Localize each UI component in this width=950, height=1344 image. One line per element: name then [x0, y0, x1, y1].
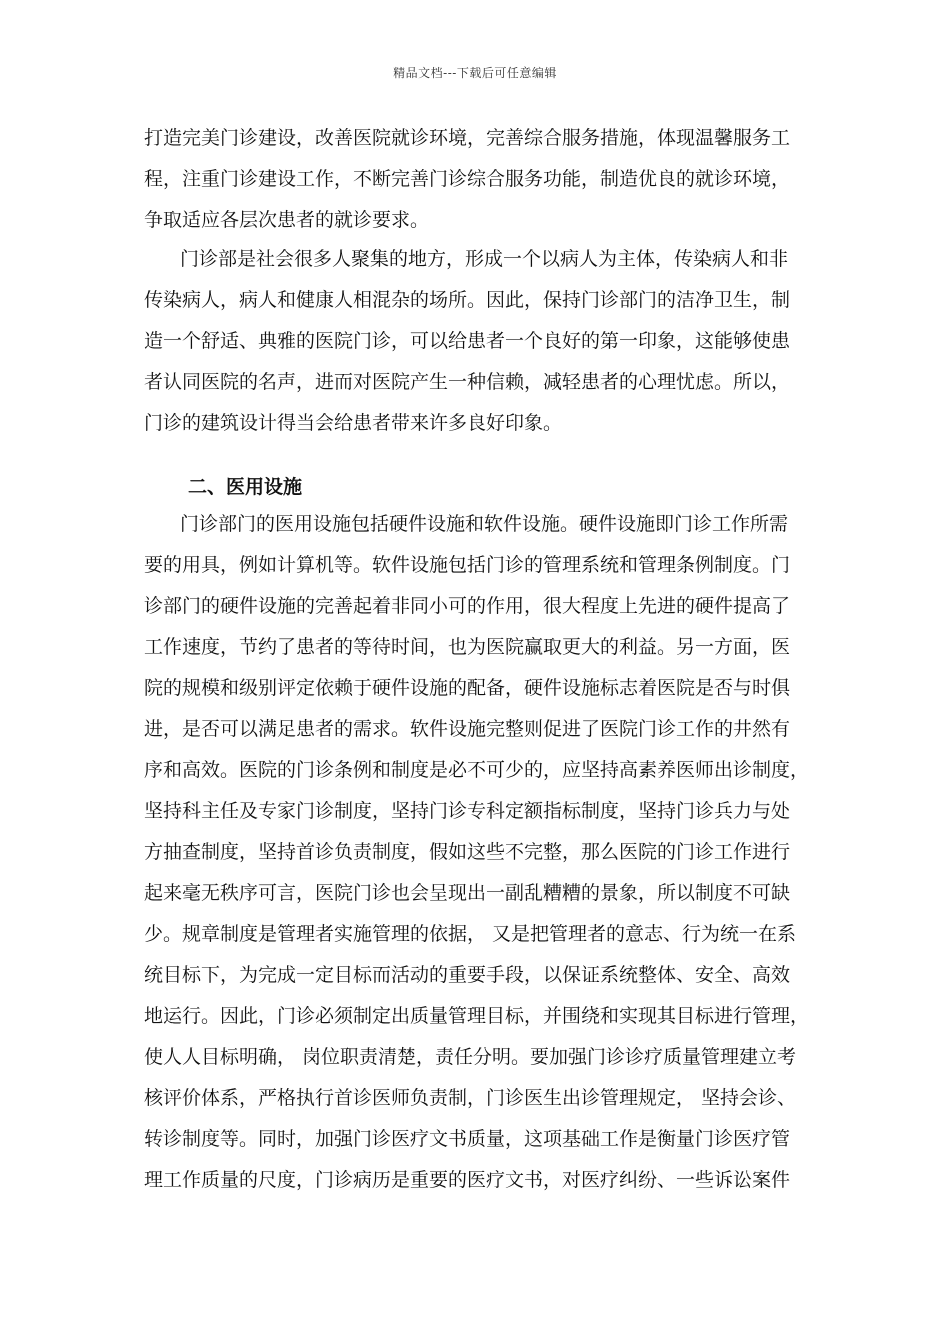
paragraph-3-line: 统目标下，为完成一定目标而活动的重要手段，以保证系统整体、安全、高效	[144, 964, 791, 986]
paragraph-1-line: 程，注重门诊建设工作，不断完善门诊综合服务功能，制造优良的就诊环境，	[144, 168, 791, 190]
page-header: 精品文档---下载后可任意编辑	[393, 66, 557, 80]
paragraph-3-line: 使人人目标明确， 岗位职责清楚，责任分明。要加强门诊诊疗质量管理建立考	[144, 1046, 797, 1068]
section-heading: 二、医用设施	[188, 476, 303, 498]
paragraph-3-line: 工作速度，节约了患者的等待时间，也为医院赢取更大的利益。另一方面，医	[144, 636, 791, 658]
paragraph-3-line: 进，是否可以满足患者的需求。软件设施完整则促进了医院门诊工作的井然有	[144, 718, 791, 740]
paragraph-3-line: 起来毫无秩序可言，医院门诊也会呈现出一副乱糟糟的景象，所以制度不可缺	[144, 882, 791, 904]
paragraph-3-line: 地运行。因此，门诊必须制定出质量管理目标，并围绕和实现其目标进行管理，	[144, 1005, 810, 1027]
paragraph-3-line: 院的规模和级别评定依赖于硬件设施的配备，硬件设施标志着医院是否与时俱	[144, 677, 791, 699]
paragraph-3-line: 方抽查制度，坚持首诊负责制度，假如这些不完整，那么医院的门诊工作进行	[144, 841, 791, 863]
paragraph-3-line: 序和高效。医院的门诊条例和制度是必不可少的，应坚持高素养医师出诊制度，	[144, 759, 810, 781]
paragraph-3-line: 门诊部门的医用设施包括硬件设施和软件设施。硬件设施即门诊工作所需	[180, 513, 789, 535]
paragraph-3-line: 要的用具，例如计算机等。软件设施包括门诊的管理系统和管理条例制度。门	[144, 554, 791, 576]
paragraph-3-line: 转诊制度等。同时，加强门诊医疗文书质量，这项基础工作是衡量门诊医疗管	[144, 1128, 791, 1150]
paragraph-2-line: 门诊部是社会很多人聚集的地方，形成一个以病人为主体，传染病人和非	[180, 248, 789, 270]
paragraph-3-line: 少。规章制度是管理者实施管理的依据， 又是把管理者的意志、行为统一在系	[144, 923, 797, 945]
paragraph-3-line: 诊部门的硬件设施的完善起着非同小可的作用，很大程度上先进的硬件提高了	[144, 595, 791, 617]
paragraph-3-line: 理工作质量的尺度，门诊病历是重要的医疗文书，对医疗纠纷、一些诉讼案件	[144, 1169, 791, 1191]
paragraph-1-line: 打造完美门诊建设，改善医院就诊环境，完善综合服务措施，体现温馨服务工	[144, 127, 791, 149]
paragraph-1-line: 争取适应各层次患者的就诊要求。	[144, 209, 430, 231]
paragraph-3-line: 坚持科主任及专家门诊制度，坚持门诊专科定额指标制度，坚持门诊兵力与处	[144, 800, 791, 822]
paragraph-2-line: 传染病人，病人和健康人相混杂的场所。因此，保持门诊部门的洁净卫生，制	[144, 289, 791, 311]
paragraph-2-line: 门诊的建筑设计得当会给患者带来许多良好印象。	[144, 412, 563, 434]
paragraph-2-line: 者认同医院的名声，进而对医院产生一种信赖，减轻患者的心理忧虑。所以，	[144, 371, 791, 393]
paragraph-2-line: 造一个舒适、典雅的医院门诊，可以给患者一个良好的第一印象，这能够使患	[144, 330, 791, 352]
paragraph-3-line: 核评价体系，严格执行首诊医师负责制，门诊医生出诊管理规定， 坚持会诊、	[144, 1087, 797, 1109]
